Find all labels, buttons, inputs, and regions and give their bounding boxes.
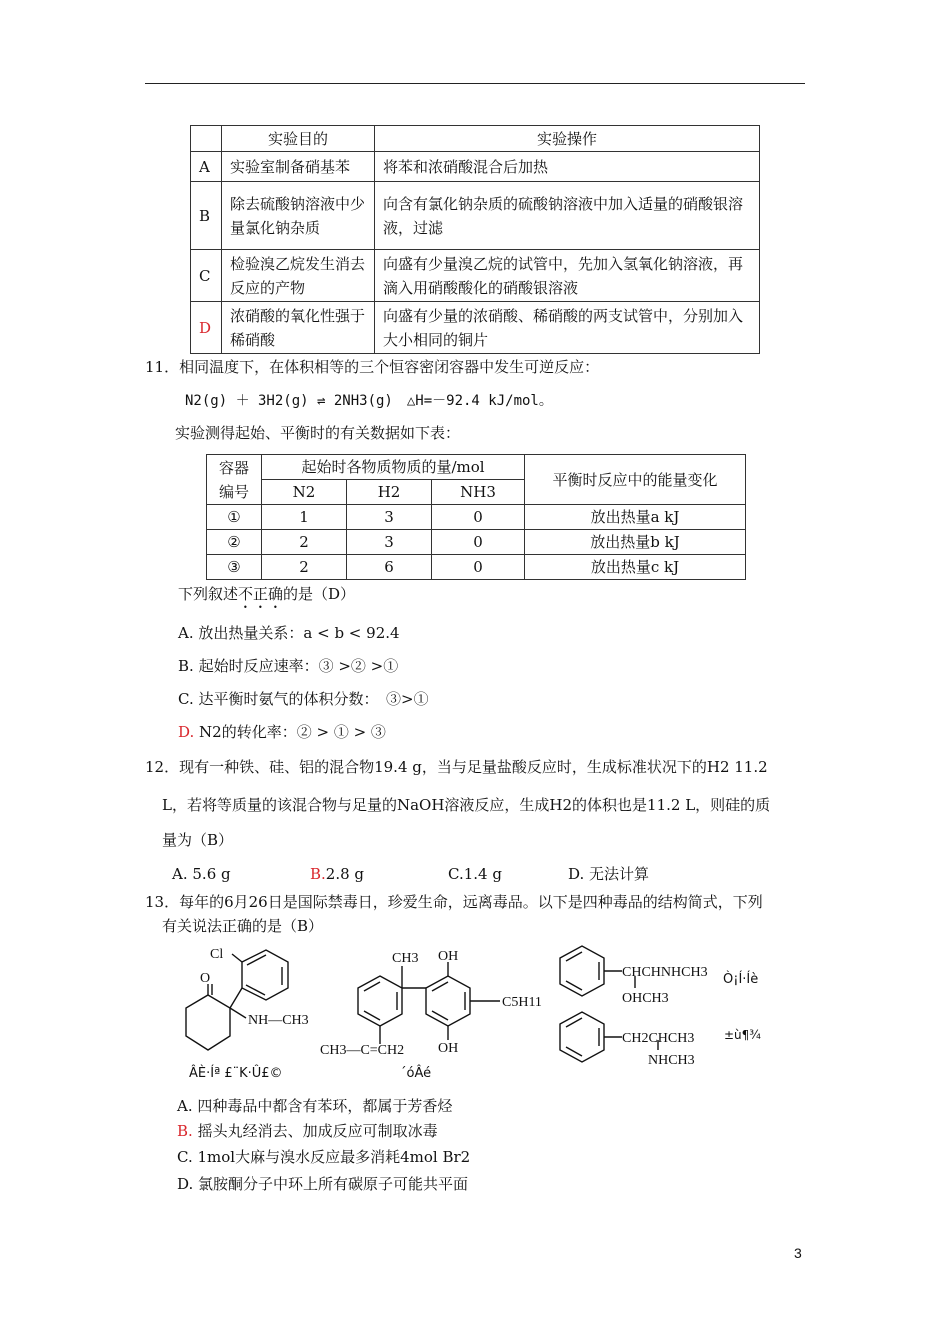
row-operation: 将苯和浓硝酸混合后加热 [375,152,760,182]
header-container: 容器编号 [207,455,262,505]
experiment-table [190,125,760,354]
label-nhch3: NH—CH3 [248,1013,309,1028]
row-key: B [191,182,222,250]
row-operation: 向盛有少量溴乙烷的试管中，先加入氢氧化钠溶液，再滴入用硝酸酸化的硝酸银溶液 [375,250,760,302]
q11-option-d: D. N2的转化率：② > ① > ③ [178,723,386,741]
equilibrium-table [206,454,746,580]
row-purpose: 除去硫酸钠溶液中少量氯化钠杂质 [222,182,375,250]
q11-stem: 11．相同温度下，在体积相等的三个恒容密闭容器中发生可逆反应： [145,358,600,376]
q12-option-c: C.1.4 g [448,865,502,883]
label-meth: ±ù¶¾ [724,1028,761,1042]
cell-n2: 1 [262,505,347,530]
table-header-cell: 实验操作 [375,126,760,152]
q13-line2: 有关说法正确的是（B） [162,917,324,935]
label-c5h11: C5H11 [502,995,542,1010]
q11-equation: N2(g) ＋ 3H2(g) ⇌ 2NH3(g) △H=－92.4 kJ/mol。 [185,393,553,409]
row-key: C [191,250,222,302]
sub-header-n2: N2 [262,480,347,505]
label-ketamine: ÂÈ·Íª £¨K·Û£© [189,1066,283,1081]
table-header-cell: 实验目的 [222,126,375,152]
row-id: ① [207,505,262,530]
row-purpose: 检验溴乙烷发生消去反应的产物 [222,250,375,302]
label-cl: Cl [210,947,224,962]
q11-question: 下列叙述不正确的是（D） [178,585,356,603]
page-number: 3 [794,1245,802,1261]
q12-option-d: D. 无法计算 [568,865,650,883]
q13-line1: 13．每年的6月26日是国际禁毒日，珍爱生命，远离毒品。以下是四种毒品的结构简式，下列 [145,893,763,911]
q11-option-b: B. 起始时反应速率：③ >② >① [178,657,399,675]
label-ch3: CH3 [392,951,419,966]
cell-n2: 2 [262,530,347,555]
q11-option-a: A. 放出热量关系：a < b < 92.4 [178,624,400,642]
q11-intro: 实验测得起始、平衡时的有关数据如下表： [175,424,461,442]
label-nhch3-b: NHCH3 [648,1053,695,1068]
q12-option-a: A. 5.6 g [172,865,231,883]
label-och3: OHCH3 [622,991,669,1006]
cell-energy: 放出热量c kJ [525,555,746,580]
row-id: ② [207,530,262,555]
ketamine-benzene-ring [242,950,288,1000]
cell-energy: 放出热量a kJ [525,505,746,530]
label-ch2chch3: CH2CHCH3 [622,1031,695,1046]
table-header-cell [191,126,222,152]
row-key: A [191,152,222,182]
emphasis-text: 不正确 [238,585,284,603]
q13-option-a: A. 四种毒品中都含有苯环，都属于芳香烃 [177,1097,453,1115]
thc-ring-left [358,976,402,1026]
label-mdma: Ò¡Í·Íè [723,972,759,987]
header-rule [145,83,805,84]
ketamine-cyclohexanone-ring [186,995,230,1050]
header-start: 起始时各物质物质的量/mol [262,455,525,480]
cell-nh3: 0 [432,505,525,530]
cell-h2: 3 [347,505,432,530]
sub-header-nh3: NH3 [432,480,525,505]
mdma-benzene-ring [560,946,604,996]
row-id: ③ [207,555,262,580]
label-thc: ´óÂé [400,1066,432,1081]
q11-option-c: C. 达平衡时氨气的体积分数： ③>① [178,690,429,708]
row-operation: 向含有氯化钠杂质的硫酸钠溶液中加入适量的硝酸银溶液，过滤 [375,182,760,250]
q13-option-d: D. 氯胺酮分子中环上所有碳原子可能共平面 [177,1175,469,1193]
header-energy: 平衡时反应中的能量变化 [525,455,746,505]
cell-energy: 放出热量b kJ [525,530,746,555]
row-key: D [191,302,222,354]
cell-h2: 6 [347,555,432,580]
q12-line2: L，若将等质量的该混合物与足量的NaOH溶液反应，生成H2的体积也是11.2 L，则硅的质 [162,796,771,814]
row-purpose: 实验室制备硝基苯 [222,152,375,182]
label-oh-bottom: OH [438,1041,459,1056]
label-chchnhch3: CHCHNHCH3 [622,965,708,980]
q12-line1: 12．现有一种铁、硅、铝的混合物19.4 g，当与足量盐酸反应时，生成标准状况下的H2 11.2 [145,758,768,776]
thc-ring-right [426,976,470,1026]
sub-header-h2: H2 [347,480,432,505]
label-isopropenyl: CH3—C=CH2 [320,1043,405,1058]
cell-nh3: 0 [432,555,525,580]
cell-h2: 3 [347,530,432,555]
q13-option-b: B. 摇头丸经消去、加成反应可制取冰毒 [177,1122,438,1140]
q12-line3: 量为（B） [162,831,234,849]
label-o: O [200,971,211,986]
cell-n2: 2 [262,555,347,580]
q12-option-b: B.2.8 g [310,865,365,883]
row-operation: 向盛有少量的浓硝酸、稀硝酸的两支试管中，分别加入大小相同的铜片 [375,302,760,354]
q13-option-c: C. 1mol大麻与溴水反应最多消耗4mol Br2 [177,1148,471,1166]
cell-nh3: 0 [432,530,525,555]
meth-benzene-ring [560,1012,604,1062]
row-purpose: 浓硝酸的氧化性强于稀硝酸 [222,302,375,354]
label-oh-top: OH [438,949,459,964]
